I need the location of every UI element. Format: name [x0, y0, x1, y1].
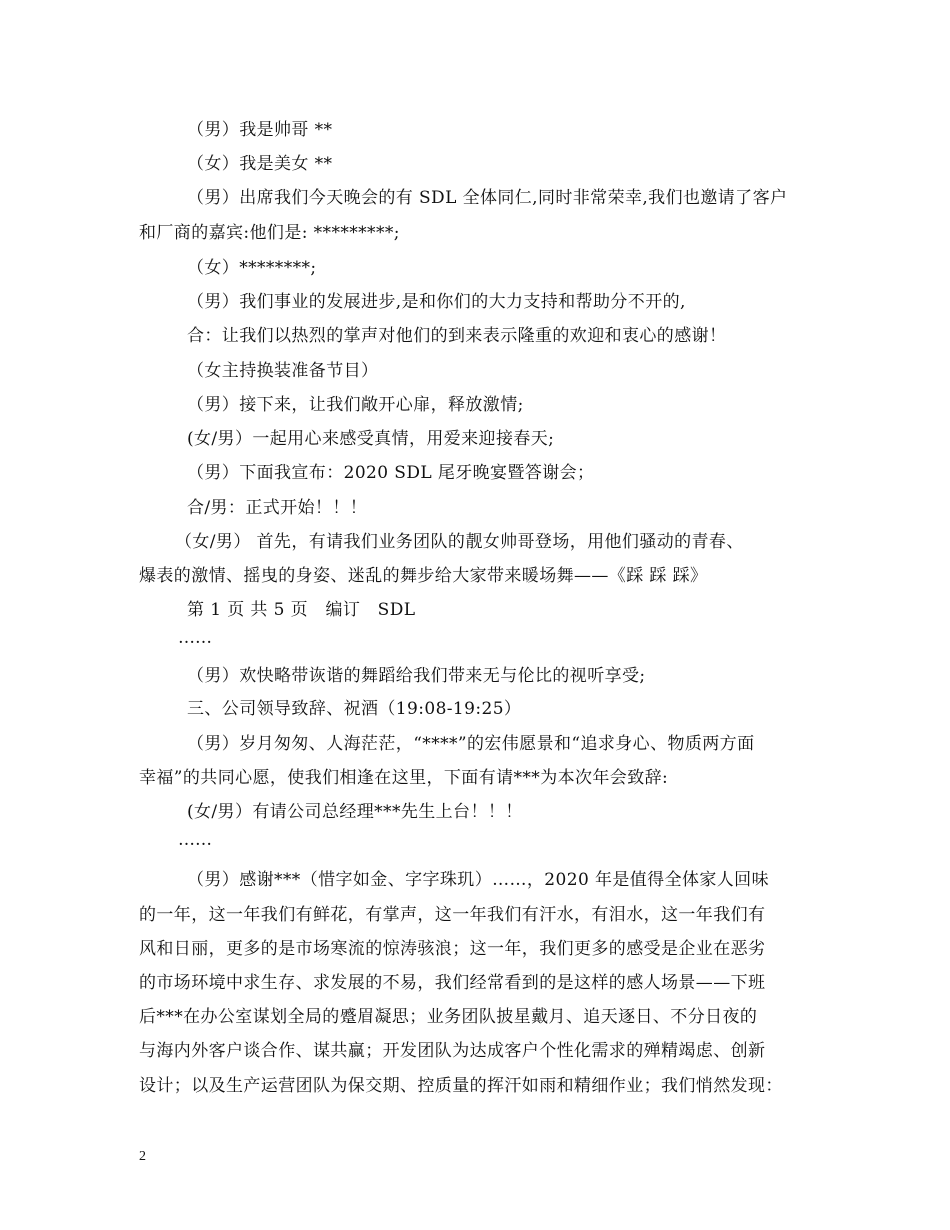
text-line: （男）岁月匆匆、人海茫茫，“****”的宏伟愿景和“追求身心、物质两方面: [187, 734, 755, 754]
page-number: 2: [139, 1149, 146, 1164]
text-line: 的一年，这一年我们有鲜花，有掌声，这一年我们有汗水，有泪水，这一年我们有: [139, 905, 766, 925]
text-line: （男）下面我宣布：2020 SDL 尾牙晚宴暨答谢会；: [187, 463, 595, 483]
text-line: 合/男：正式开始！！！: [187, 498, 368, 518]
text-line: 与海内外客户谈合作、谋共赢；开发团队为达成客户个性化需求的殚精竭虑、创新: [139, 1041, 766, 1061]
text-line: (女/男）一起用心来感受真情，用爱来迎接春天;: [187, 429, 555, 449]
page-footer-note: 第 1 页 共 5 页 编订 SDL: [187, 600, 416, 620]
ellipsis-line: ……: [178, 628, 212, 648]
text-line: （男）我是帅哥 **: [187, 120, 333, 140]
text-line: 合：让我们以热烈的掌声对他们的到来表示隆重的欢迎和衷心的感谢！: [187, 326, 727, 346]
text-line: (女/男）有请公司总经理***先生上台！！！: [187, 802, 523, 822]
text-line: （男）接下来，让我们敞开心扉，释放激情;: [187, 395, 524, 415]
text-line: （男）出席我们今天晚会的有 SDL 全体同仁,同时非常荣幸,我们也邀请了客户: [187, 188, 788, 208]
text-line: （男）感谢***（惜字如金、字字珠玑）……，2020 年是值得全体家人回味: [187, 870, 769, 890]
text-line: 设计；以及生产运营团队为保交期、控质量的挥汗如雨和精细作业；我们悄然发现：: [139, 1076, 783, 1096]
text-line: （女/男） 首先，有请我们业务团队的靓女帅哥登场，用他们骚动的青春、: [175, 532, 744, 552]
text-line: 的市场环境中求生存、求发展的不易，我们经常看到的是这样的感人场景——下班: [139, 973, 766, 993]
text-line: （女主持换装准备节目）: [187, 361, 379, 381]
text-line: 风和日丽，更多的是市场寒流的惊涛骇浪；这一年，我们更多的感受是企业在恶劣: [139, 939, 766, 959]
text-line: 幸福”的共同心愿，使我们相逢在这里，下面有请***为本次年会致辞:: [139, 768, 669, 788]
text-line: 后***在办公室谋划全局的蹙眉凝思；业务团队披星戴月、追天逐日、不分日夜的: [139, 1007, 758, 1027]
text-line: （女）我是美女 **: [187, 154, 333, 174]
text-line: （女）********;: [187, 258, 317, 278]
section-heading: 三、公司领导致辞、祝酒（19:08-19:25）: [187, 699, 522, 719]
text-line: （男）我们事业的发展进步,是和你们的大力支持和帮助分不开的,: [187, 292, 686, 312]
text-line: （男）欢快略带诙谐的舞蹈给我们带来无与伦比的视听享受;: [187, 666, 646, 686]
text-line: 爆表的激情、摇曳的身姿、迷乱的舞步给大家带来暖场舞——《踩 踩 踩》: [139, 566, 708, 586]
ellipsis-line: ……: [178, 830, 212, 850]
text-line: 和厂商的嘉宾:他们是: *********;: [139, 223, 400, 243]
